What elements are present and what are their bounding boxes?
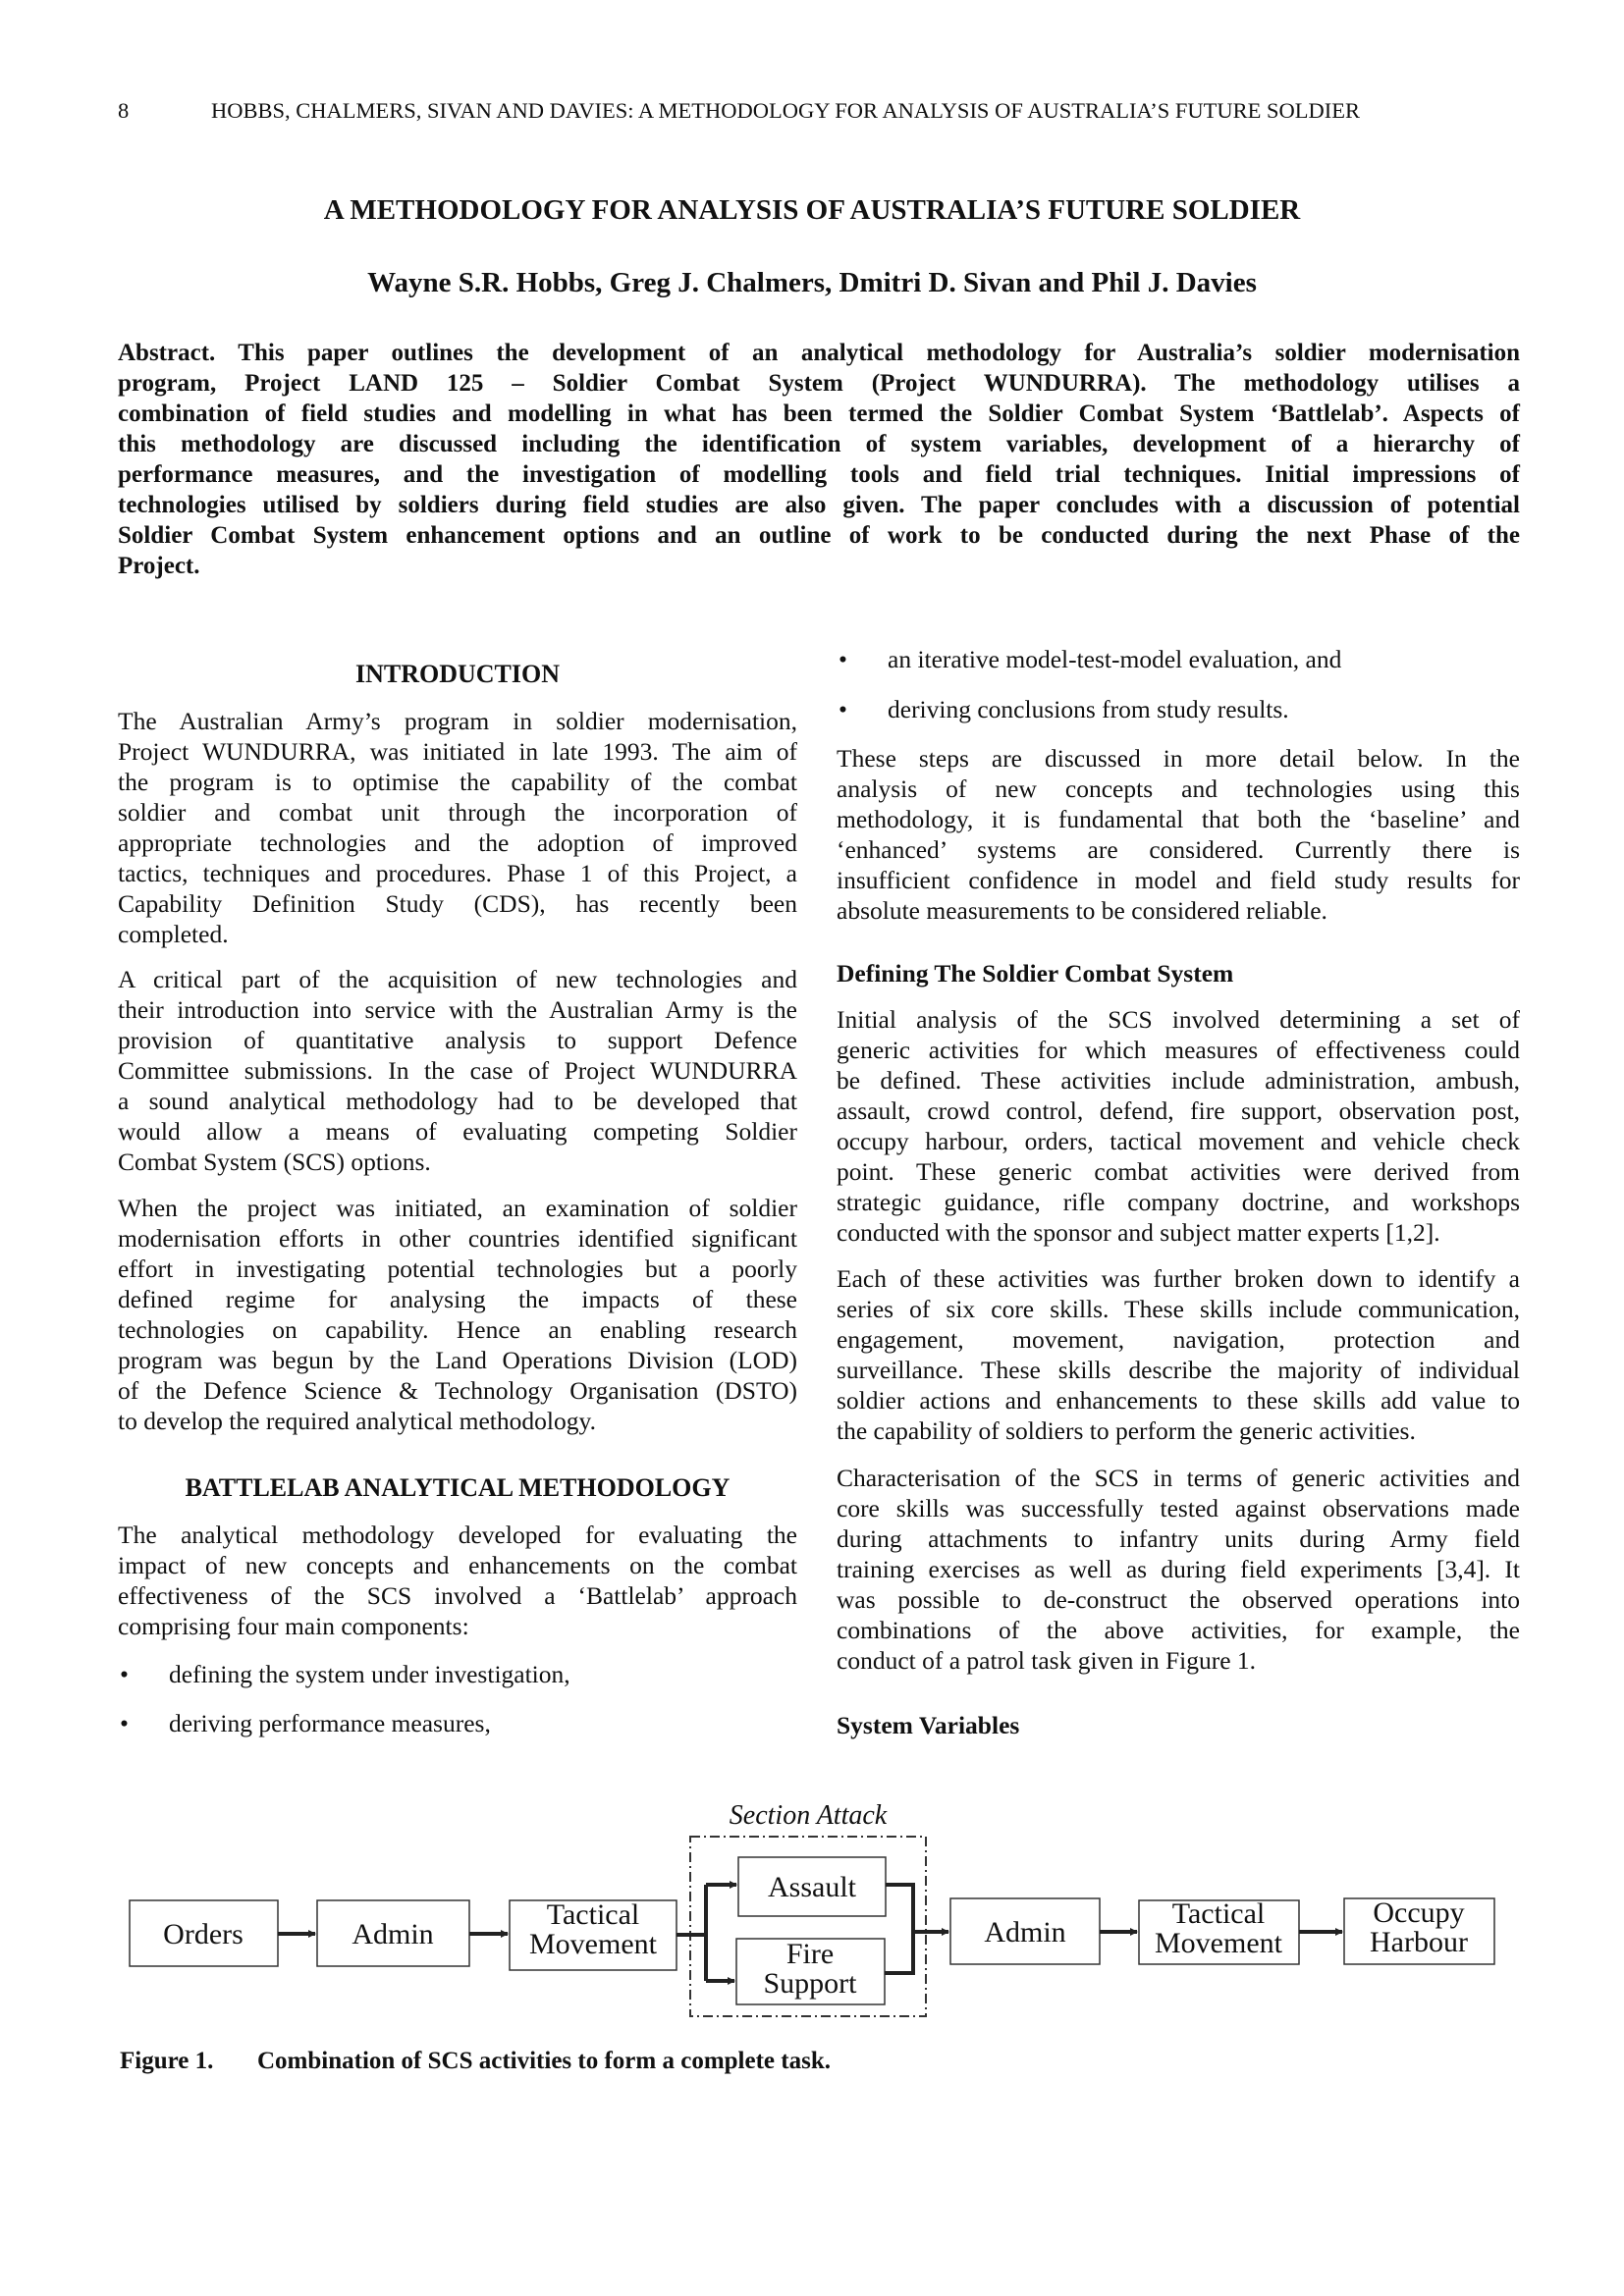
text-line: Project. <box>118 553 200 579</box>
defining-scs-heading: Defining The Soldier Combat System <box>837 959 1234 988</box>
text-line: Committee submissions. In the case of Project WUNDURRA <box>118 1056 797 1085</box>
text-line: their introduction into service with the Australian Army is the <box>118 995 797 1024</box>
figure-caption <box>120 2048 831 2075</box>
text-line: training exercises as well as during field experiments [3,4]. It <box>837 1555 1520 1583</box>
text-line: effort in investigating potential technologies but a poorly <box>118 1255 797 1283</box>
running-header-text: HOBBS, CHALMERS, SIVAN AND DAVIES: A METHODOLOGY FOR ANALYSIS OF AUSTRALIA’S FUTURE SOLDIER <box>211 98 1360 123</box>
box-label: Tactical <box>1171 1897 1266 1930</box>
text-line: of the Defence Science & Technology Organisation (DSTO) <box>118 1376 797 1405</box>
text-line: surveillance. These skills describe the majority of individual <box>837 1356 1520 1384</box>
text-line: assault, crowd control, defend, fire support, observation post, <box>837 1096 1520 1125</box>
text-line: be defined. These activities include administration, ambush, <box>837 1066 1520 1095</box>
text-line: impact of new concepts and enhancements on the combat <box>118 1551 797 1579</box>
text-line: the capability of soldiers to perform the generic activities. <box>837 1416 1416 1445</box>
box-label: Support <box>763 1967 857 2000</box>
text-line: Combat System (SCS) options. <box>118 1148 431 1176</box>
text-line: during attachments to infantry units during Army field <box>837 1524 1520 1553</box>
text-line: Abstract. This paper outlines the development of an analytical methodology for Australia’s soldier modernisation <box>118 340 1520 366</box>
figure-caption-text: Combination of SCS activities to form a complete task. <box>257 2048 831 2074</box>
text-line: ‘enhanced’ systems are considered. Currently there is <box>837 835 1520 864</box>
text-line: combination of field studies and modelling in what has been termed the Soldier Combat System ‘Battlelab’. Aspects of <box>118 400 1520 427</box>
bullet-text: deriving conclusions from study results. <box>888 695 1289 723</box>
bullet-icon: • <box>839 695 847 723</box>
text-line: program, Project LAND 125 – Soldier Combat System (Project WUNDURRA). The methodology utilises a <box>118 370 1520 397</box>
introduction-heading: INTRODUCTION <box>354 660 561 688</box>
text-line: strategic guidance, rifle company doctrine, and workshops <box>837 1188 1520 1216</box>
text-line: Soldier Combat System enhancement options and an outline of work to be conducted during the next Phase of the <box>118 522 1520 549</box>
paper-authors: Wayne S.R. Hobbs, Greg J. Chalmers, Dmitri D. Sivan and Phil J. Davies <box>367 267 1257 298</box>
text-line: conducted with the sponsor and subject matter experts [1,2]. <box>837 1218 1440 1247</box>
box-label: Admin <box>984 1916 1066 1949</box>
text-line: generic activities for which measures of effectiveness could <box>837 1036 1520 1064</box>
figure-label: Figure 1. <box>120 2048 214 2074</box>
text-line: completed. <box>118 920 229 948</box>
battlelab-heading: BATTLELAB ANALYTICAL METHODOLOGY <box>185 1473 731 1502</box>
text-line: When the project was initiated, an examination of soldier <box>118 1194 797 1222</box>
bullet-icon: • <box>120 1660 129 1688</box>
text-line: occupy harbour, orders, tactical movement and vehicle check <box>837 1127 1520 1155</box>
text-line: program was begun by the Land Operations Division (LOD) <box>118 1346 797 1374</box>
text-line: absolute measurements to be considered reliable. <box>837 896 1327 925</box>
box-label: Admin <box>352 1918 434 1950</box>
text-line: this methodology are discussed including the identification of system variables, development of a hierarchy of <box>118 431 1520 457</box>
box-label: Fire <box>785 1938 835 1970</box>
bullet-icon: • <box>839 645 847 673</box>
text-line: tactics, techniques and procedures. Phase 1 of this Project, a <box>118 859 797 887</box>
text-line: Capability Definition Study (CDS), has recently been <box>118 889 797 918</box>
text-line: The Australian Army’s program in soldier modernisation, <box>118 707 797 735</box>
text-line: Initial analysis of the SCS involved determining a set of <box>837 1005 1520 1034</box>
text-line: to develop the required analytical methodology. <box>118 1407 596 1435</box>
text-line: core skills was successfully tested against observations made <box>837 1494 1520 1522</box>
box-label: Tactical <box>546 1898 640 1931</box>
text-line: would allow a means of evaluating competing Soldier <box>118 1117 797 1146</box>
section-attack-label: Section Attack <box>729 1800 888 1831</box>
text-line: combinations of the above activities, for example, the <box>837 1616 1520 1644</box>
bullet-icon: • <box>120 1709 129 1737</box>
text-line: the program is to optimise the capability of the combat <box>118 768 797 796</box>
text-line: effectiveness of the SCS involved a ‘Battlelab’ approach <box>118 1581 797 1610</box>
text-line: point. These generic combat activities were derived from <box>837 1157 1520 1186</box>
text-line: Each of these activities was further broken down to identify a <box>837 1264 1520 1293</box>
text-line: engagement, movement, navigation, protection and <box>837 1325 1520 1354</box>
box-label: Orders <box>163 1918 244 1950</box>
text-line: analysis of new concepts and technologies using this <box>837 774 1520 803</box>
text-line: modernisation efforts in other countries identified significant <box>118 1224 797 1253</box>
box-label: Occupy <box>1373 1896 1465 1929</box>
text-line: soldier actions and enhancements to these skills add value to <box>837 1386 1520 1415</box>
text-line: insufficient confidence in model and field study results for <box>837 866 1520 894</box>
text-line: soldier and combat unit through the incorporation of <box>118 798 797 827</box>
text-line: provision of quantitative analysis to support Defence <box>118 1026 797 1054</box>
text-line: comprising four main components: <box>118 1612 469 1640</box>
text-line: Characterisation of the SCS in terms of generic activities and <box>837 1464 1520 1492</box>
text-line: The analytical methodology developed for evaluating the <box>118 1521 797 1549</box>
bullet-text: deriving performance measures, <box>169 1709 491 1737</box>
page-number: 8 <box>118 98 130 123</box>
text-line: methodology, it is fundamental that both the ‘baseline’ and <box>837 805 1520 833</box>
text-line: performance measures, and the investigation of modelling tools and field trial techniques. Initial impressions of <box>118 461 1520 488</box>
text-line: appropriate technologies and the adoption of improved <box>118 828 797 857</box>
bullet-text: an iterative model-test-model evaluation, and <box>888 645 1342 673</box>
box-label: Harbour <box>1370 1926 1468 1958</box>
text-line: technologies utilised by soldiers during field studies are also given. The paper concludes with a discussion of potential <box>118 492 1520 518</box>
text-line: conduct of a patrol task given in Figure 1. <box>837 1646 1257 1675</box>
box-label: Movement <box>1155 1927 1282 1959</box>
text-line: technologies on capability. Hence an enabling research <box>118 1315 797 1344</box>
paper-title: A METHODOLOGY FOR ANALYSIS OF AUSTRALIA’S FUTURE SOLDIER <box>323 194 1301 226</box>
text-line: These steps are discussed in more detail below. In the <box>837 744 1520 773</box>
text-line: was possible to de-construct the observed operations into <box>837 1585 1520 1614</box>
box-label: Movement <box>529 1928 657 1960</box>
box-label: Assault <box>768 1871 856 1903</box>
text-line: series of six core skills. These skills include communication, <box>837 1295 1520 1323</box>
bullet-text: defining the system under investigation, <box>169 1660 570 1688</box>
text-line: A critical part of the acquisition of new technologies and <box>118 965 797 993</box>
text-line: defined regime for analysing the impacts of these <box>118 1285 797 1313</box>
system-variables-heading: System Variables <box>837 1711 1020 1739</box>
text-line: a sound analytical methodology had to be developed that <box>118 1087 797 1115</box>
text-line: Project WUNDURRA, was initiated in late 1993. The aim of <box>118 737 797 766</box>
